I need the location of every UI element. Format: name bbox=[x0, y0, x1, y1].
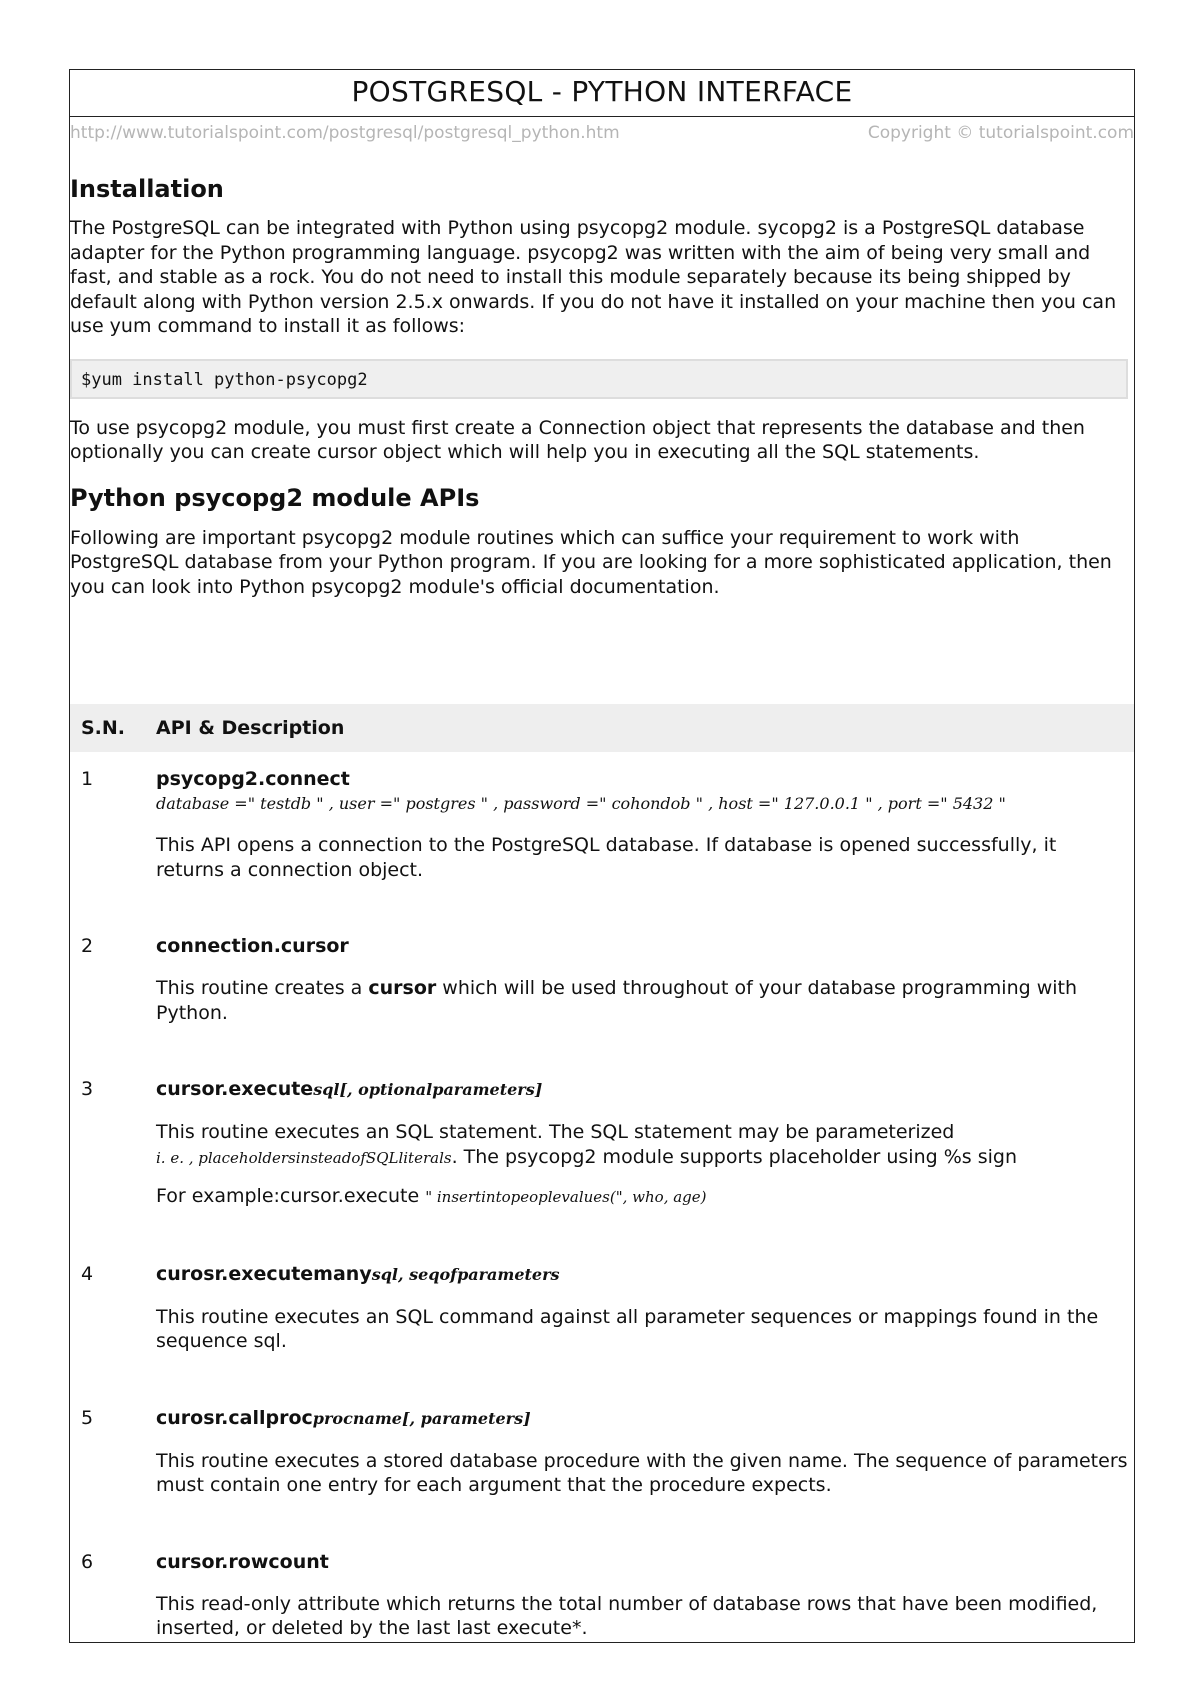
table-row bbox=[70, 1550, 1134, 1641]
copyright-notice: Copyright © tutorialspoint.com bbox=[867, 123, 1134, 143]
api-description: This read-only attribute which returns the total number of database rows that have been modified, inserted, or deleted by the last last execute*. bbox=[156, 1592, 1098, 1639]
apis-heading: Python psycopg2 module APIs bbox=[70, 483, 480, 512]
table-row bbox=[70, 934, 1134, 1025]
connection-paragraph: To use psycopg2 module, you must first create a Connection object that represents the database and then optionally you can create cursor object which will help you in executing all the SQL statements. bbox=[70, 416, 1085, 463]
api-description: This routine executes an SQL command against all parameter sequences or mappings found in the sequence sql. bbox=[156, 1305, 1099, 1352]
page-title: POSTGRESQL - PYTHON INTERFACE bbox=[70, 70, 1134, 117]
row-number: 1 bbox=[81, 768, 94, 790]
header-api: API & Description bbox=[156, 717, 345, 739]
row-number: 2 bbox=[81, 935, 94, 957]
api-name: psycopg2.connect bbox=[156, 768, 350, 790]
api-signature: database =" testdb " , user =" postgres " , password =" cohondob " , host =" 127.0.0.1 " , port =" 5432 " bbox=[156, 794, 1006, 813]
api-name: curosr.callprocprocname[, parameters] bbox=[156, 1406, 531, 1429]
installation-paragraph: The PostgreSQL can be integrated with Python using psycopg2 module. sycopg2 is a PostgreSQL database adapter for the Python programming language. psycopg2 was written with the aim of being very small and fast, and stable as a rock. You do not need to install this module separately because its being shipped by default along with Python version 2.5.x onwards. If you do not have it installed on your machine then you can use yum command to install it as follows: bbox=[70, 217, 1117, 337]
api-description: This routine creates a cursor which will be used throughout of your database programming with Python. bbox=[156, 977, 1078, 1024]
api-signature: sql, seqofparameters bbox=[371, 1264, 560, 1284]
install-command-code: $yum install python-psycopg2 bbox=[70, 359, 1128, 399]
api-table bbox=[70, 704, 1134, 1641]
installation-heading: Installation bbox=[70, 175, 224, 203]
table-row bbox=[70, 1077, 1134, 1210]
row-number: 6 bbox=[81, 1550, 94, 1573]
main-content bbox=[70, 174, 1130, 599]
api-signature: sql[, optionalparameters] bbox=[313, 1080, 543, 1099]
table-row bbox=[70, 767, 1134, 882]
api-description: This API opens a connection to the PostgreSQL database. If database is opened successfully, it returns a connection object. bbox=[156, 834, 1057, 881]
api-description: This routine executes a stored database procedure with the given name. The sequence of parameters must contain one entry for each argument that the procedure expects. bbox=[156, 1449, 1128, 1496]
page-frame bbox=[69, 69, 1135, 1643]
api-example: For example:cursor.execute " insertintopeoplevalues(", who, age) bbox=[156, 1185, 707, 1207]
header-sn: S.N. bbox=[81, 717, 126, 739]
table-row bbox=[70, 1262, 1134, 1354]
api-signature: procname[, parameters] bbox=[312, 1408, 531, 1428]
page-meta bbox=[70, 123, 1134, 145]
api-name: cursor.rowcount bbox=[156, 1550, 329, 1573]
row-number: 4 bbox=[81, 1262, 94, 1285]
api-name: cursor.executesql[, optionalparameters] bbox=[156, 1078, 543, 1100]
row-number: 3 bbox=[81, 1078, 94, 1100]
row-number: 5 bbox=[81, 1406, 94, 1429]
apis-paragraph: Following are important psycopg2 module routines which can suffice your requirement to work with PostgreSQL database from your Python program. If you are looking for a more sophisticated application, then you can look into Python psycopg2 module's official documentation. bbox=[70, 526, 1112, 598]
api-name: curosr.executemanysql, seqofparameters bbox=[156, 1262, 560, 1285]
api-description: This routine executes an SQL statement. The SQL statement may be parameterized i. e. , placeholdersinsteadofSQLliterals. The psycopg2 module supports placeholder using %s sign bbox=[156, 1121, 1017, 1168]
table-header bbox=[70, 704, 1134, 752]
source-url[interactable]: http://www.tutorialspoint.com/postgresql/postgresql_python.htm bbox=[70, 123, 620, 143]
table-row bbox=[70, 1406, 1134, 1498]
api-name: connection.cursor bbox=[156, 935, 349, 957]
